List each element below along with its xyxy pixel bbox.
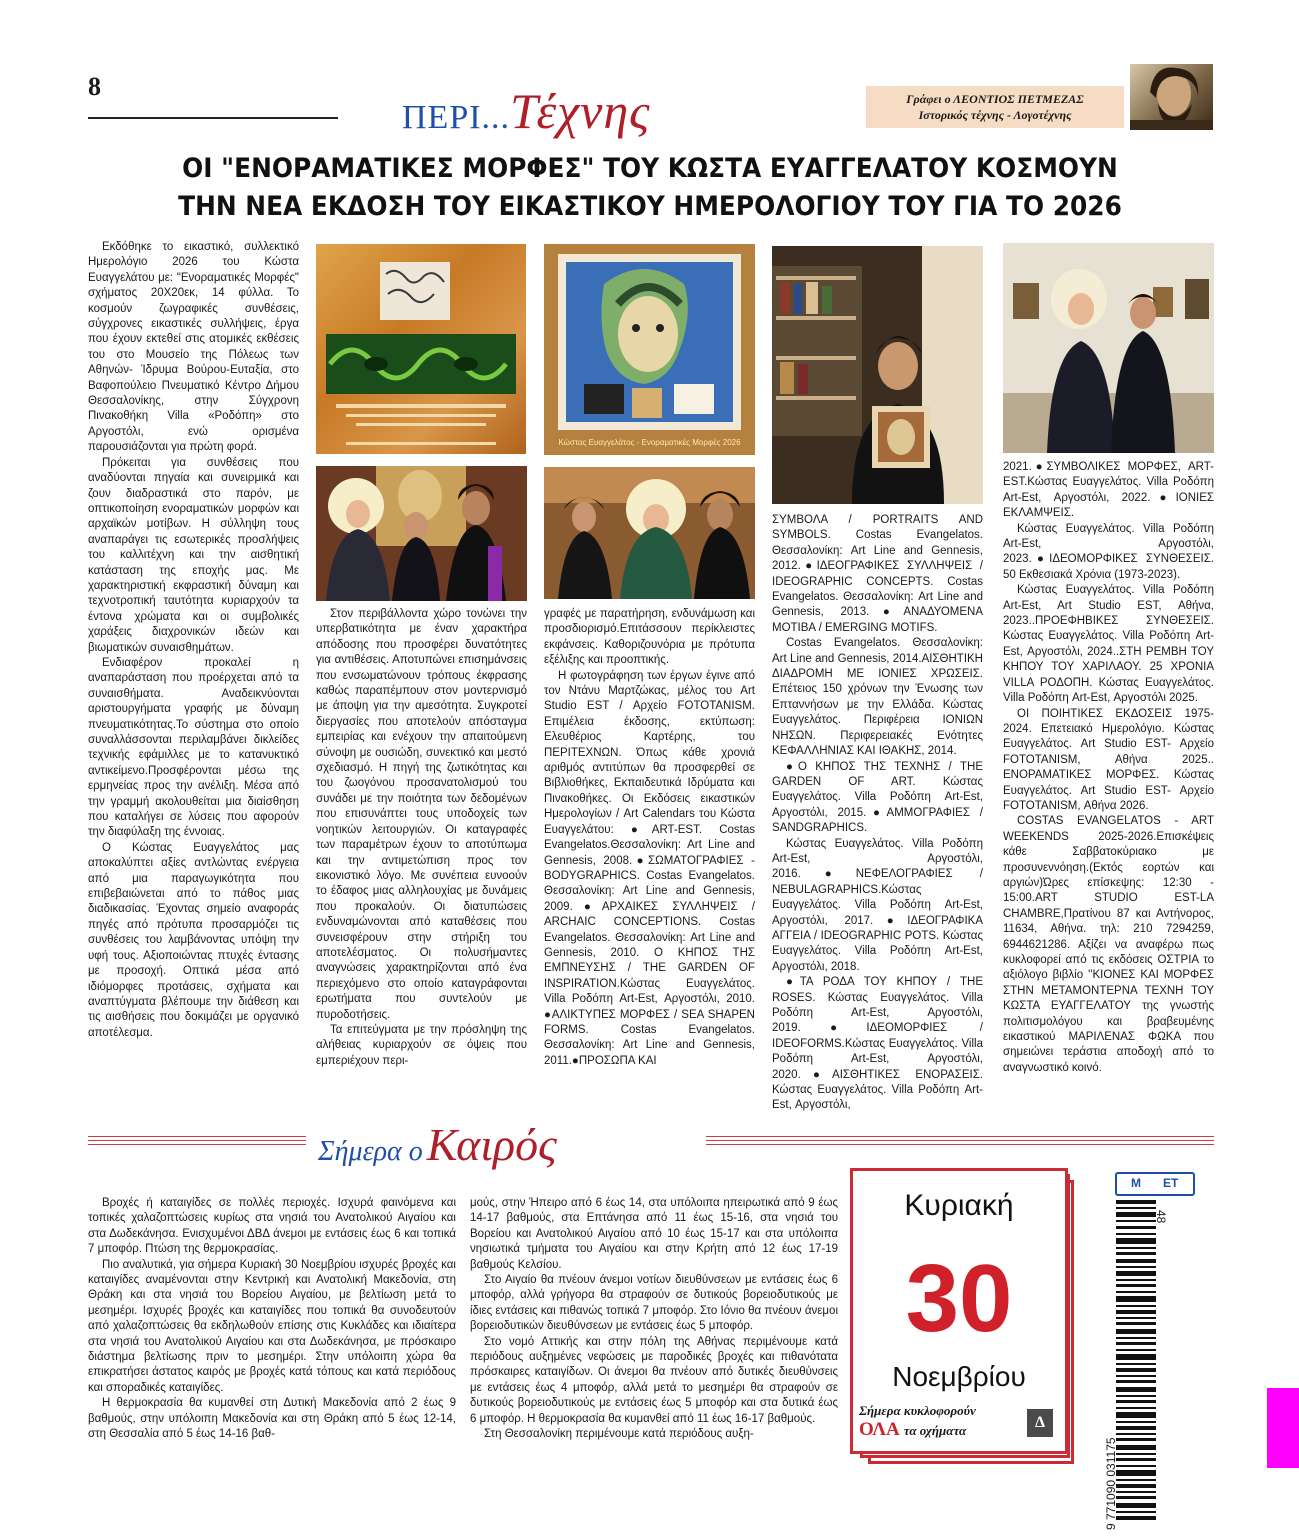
weather-logo-title: Καιρός [426, 1119, 557, 1170]
section-title: Τέχνης [510, 83, 651, 139]
met-logo [1115, 1172, 1195, 1196]
weather-paragraph: Πιο αναλυτικά, για σήμερα Κυριακή 30 Νοεμβρίου ισχυρές βροχές και καταιγίδες αναμένονται στην Κεντρική και Ανατολική Μακεδονία, στη Θράκη και στα νησιά του Βορείου Αιγαίου, με βελτίωση μετά το μεσημέρι. Ισχυρές βροχές και καταιγίδες που τοπικά θα συνοδευτούν από χαλαζοπτώσεις θα εκδηλωθούν επίσης στις Κυκλάδες και ιδιαίτερα στα νησιά του Ανατολικού Αιγαίου και στα Δωδεκάνησα, με πρόσκαιρο διάστημα βελτίωσης πριν το μεσημέρι. Στην υπόλοιπη χώρα θα επικρατήσει άστατος καιρός με βροχές κατά τόπους και κατά περιόδους και σποραδικές καταιγίδες. [88, 1258, 456, 1394]
byline-role: Ιστορικός τέχνης - Λογοτέχνης [918, 108, 1072, 122]
weather-paragraph: Βροχές ή καταιγίδες σε πολλές περιοχές. Ισχυρά φαινόμενα και τοπικές χαλαζοπτώσεις κυρίως στα νησιά του Ανατολικού Αιγαίου και στα Δωδεκάνησα. Ενισχυμένοι ΔΒΔ άνεμοι με εντάσεις έως 6 και τοπικά 7 μποφόρ. Πτώση της θερμοκρασίας. [88, 1197, 456, 1256]
date-calendar [850, 1168, 1068, 1454]
traffic-banner-rest: τα οχήματα [903, 1423, 967, 1438]
weather-divider-left [88, 1136, 306, 1148]
article-paragraph: Κώστας Ευαγγελάτος. Villa Ροδόπη Art-Est, Αργοστόλι, 2016.●ΝΕΦΕΛΟΓΡΑΦΙΕΣ / NEBULAGRAPHICS.Κώστας Ευαγγελάτος. Villa Ροδόπη Art-Est, Αργοστόλι, 2017.●ΙΔΕΟΓΡΑΦΙΚΑ ΑΓΓΕΙΑ / IDEOGRAPHIC POTS. Κώστας Ευαγγελάτος. Villa Ροδόπη Art-Est, Αργοστόλι, 2018. [772, 837, 983, 973]
article-column-3 [544, 607, 755, 1069]
article-paragraph: COSTAS EVANGELATOS - ART WEEKENDS 2025-2026.Επισκέψεις κάθε Σαββατοκύριακο με προσυνεννόηση.(Εκτός εορτών και αργιών)Ώρες επίσκεψης: 12:30 - 15:00.ART STUDIO EST-LA CHAMBRE,Πρατίνου 87 και Αντήνορος, 11634, Αθήνα. τηλ: 210 7294259, 6944621286. Αξίζει να αναφέρω πως κυκλοφορεί από τις εκδόσεις ΟΣΤΡΙΑ το αξιόλογο βιβλίο ''ΚΙΟΝΕΣ ΚΑΙ ΜΟΡΦΕΣ ΣΤΗΝ ΜΕΤΑΜΟΝΤΕΡΝΑ ΤΕΧΝΗ ΤΟΥ ΚΩΣΤΑ ΕΥΑΓΓΕΛΑΤΟΥ της γνωστής πολιτισμολόγου και βραβευμένης εικαστικού ΜΑΡΙΛΕΝΑΣ ΦΩΚΑ που σημειώνει τεράστια αποδοχή από το αναγνωστικό κοινό. [1003, 815, 1214, 1074]
calendar-caption: Κώστας Ευαγγελάτος - Ενοραματικές Μορφές 2026 [558, 438, 741, 447]
weather-paragraph: Στο νομό Αττικής και στην πόλη της Αθήνας περιμένουμε κατά περιόδους αυξημένες νεφώσεις με παροδικές βροχές και πιθανότατα πρόσκαιρες καταιγίδων. Οι άνεμοι θα πνέουν από δυτικές διευθύνσεις με εντάσεις έως 4 μποφόρ, αλλά μετά το μεσημέρι θα στραφούν σε δυτικούς βορειοδυτικούς με εντάσεις έως 5 μποφόρ και στα δυτικά έως 6 μποφόρ. Η θερμοκρασία θα κυμανθεί από 11 έως 16-17 βαθμούς. [470, 1335, 838, 1425]
traffic-banner-big: ΟΛΑ [859, 1419, 900, 1440]
article-column-1 [88, 240, 299, 1041]
weather-paragraph: μούς, στην Ήπειρο από 6 έως 14, στα υπόλοιπα ηπειρωτικά από 9 έως 14-17 βαθμούς, στα Επτάνησα από 11 έως 15-16, στα νησιά του Βορείου και Ανατολικού Αιγαίου από 10 έως 15-17 και στα υπόλοιπα νησιωτικά τμήματα του Αιγαίου και στην Κρήτη από 12 έως 17-19 βαθμούς Κελσίου. [470, 1197, 838, 1271]
article-paragraph: Costas Evangelatos. Θεσσαλονίκη: Art Line and Gennesis, 2014.ΑΙΣΘΗΤΙΚΗ ΔΙΑΔΡΟΜΗ ΜΕ ΙΟΝΙΕΣ ΧΡΩΣΕΙΣ. Επέτειος 150 χρόνων την Ένωσης των Επταννήσων με την Ελλάδα. Κώστας Ευαγγελάτος. Περιφέρεια ΙΟΝΙΩΝ ΝΗΣΩΝ. Περιφερειακές Ενότητες ΚΕΦΑΛΛΗΝΙΑΣ ΚΑΙ ΙΘΑΚΗΣ, 2014. [772, 637, 983, 758]
header-rule [88, 117, 338, 119]
article-paragraph: ΣΥΜΒΟΛΑ / PORTRAITS AND SYMBOLS. Costas Evangelatos. Θεσσαλονίκη: Art Line and Gennesis, 2012.●ΙΔΕΟΓΡΑΦΙΚΕΣ ΣΥΛΛΗΨΕΙΣ / IDEOGRAPHIC CONCEPTS. Costas Evangelatos. Θεσσαλονίκη: Art Line and Gennesis, 2013.●ΑΝΑΔΥΟΜΕΝΑ ΜΟΤΙΒΑ / EMERGING MOTIFS. [772, 514, 983, 634]
weather-column-2 [470, 1196, 838, 1443]
traffic-banner [859, 1403, 1059, 1445]
article-column-5 [1003, 460, 1214, 1076]
article-paragraph: ●Ο ΚΗΠΟΣ ΤΗΣ ΤΕΧΝΗΣ / THE GARDEN OF ART. Κώστας Ευαγγελάτος. Villa Ροδόπη Art-Est, Αργοστόλι, 2015.●ΑΜΜΟΓΡΑΦΙΕΣ / SANDGRAPHICS. [772, 760, 983, 835]
article-paragraph: Πρόκειται για συνθέσεις που αναδύονται πηγαία και συνειρμικά και ζουν διαδραστικά στο παρόν, με οπτικοποίηση ενοραματικών μορφών και αρχαϊκών μοτίβων. Η σύλληψη τους αναπαράγει τις εσωτερικές προσλήψεις του καλλιτέχνη και την αισθητική κατάσταση της εποχής μας. Με χαρακτηριστική εκφραστική δύναμη και τεχνοτροπική ταυτότητα κυριαρχούν τα έντονα χρώματα και οι συμβολικές χαράξεις διαχρονικών ιδεών και βιωματικών συναισθημάτων. [88, 456, 299, 654]
met-logo-left: Μ [1131, 1176, 1141, 1190]
weather-logo-prefix: Σήμερα ο [318, 1136, 423, 1167]
calendar-day-name: Κυριακή [904, 1189, 1014, 1222]
article-paragraph: Ο Κώστας Ευαγγελάτος μας αποκαλύπτει αξίες αντλώντας ενέργεια από μια παραγωγικότητα που επιβεβαιώνεται από το πάθος μιας διαδικασίας. Έχοντας σημείο αναφοράς πηγές από πρότυπα προσαρμόζει τις συνθέσεις του λαμβάνοντας υπόψη την υφή τους. Αξιοποιώντας πτυχές έντασης με προσοχή. Οπτικά μέσα από ιδιόμορφες προτάσεις, σχήματα και αναπτύγματα βλέπουμε την διάθεση και τις αισθήσεις που δοκιμάζει με οργανικό αποτέλεσμα. [88, 841, 299, 1039]
headline-line-2: ΤΗΝ ΝΕΑ ΕΚΔΟΣΗ ΤΟΥ ΕΙΚΑΣΤΙΚΟΥ ΗΜΕΡΟΛΟΓΙΟΥ ΤΟΥ ΓΙΑ ΤΟ 2026 [178, 191, 1122, 222]
author-byline [866, 86, 1124, 128]
calendar-painting-photo [544, 244, 755, 455]
barcode-issue: 48 [1154, 1210, 1168, 1224]
author-photo [1130, 64, 1213, 130]
weather-logo [318, 1118, 557, 1171]
article-headline [107, 150, 1193, 226]
calendar-day-number: 30 [905, 1245, 1013, 1352]
print-color-mark [1267, 1388, 1299, 1468]
article-paragraph: Στον περιβάλλοντα χώρο τονώνει την υπερβατικότητα με έναν χαρακτήρα απόδοσης που προσφέρει δυνατότητες για αντιθέσεις. Αποτυπώνει επισημάνσεις που ενσωματώνουν τρόπους έκφρασης καθώς παραπέμπουν στον μοντερνισμό με άποψη για την αμεσότητα. Συγκροτεί διεργασίες που αποτελούν απόσταγμα εμπειρίας και ενέχουν την απαιτούμενη σύνοψη με ουσιώδη, συνεκτικό και μεστό σχεδιασμό. Η πηγή της ζωτικότητας και του ζωογόνου προσανατολισμού του συνάδει με την ποιότητα των δεδομένων που επισυνάπτει τους υποδοχείς των νοητικών λειτουργιών. Οι καταγραφές των παραμέτρων έχουν το αποτύπωμα και την αντιμετώπιση προς τον εικονιστικό λόγο. Με συνέπεια ευνοούν το έδαφος μιας αλληλουχίας με δυνάμεις που προκαλούν. Οι διατυπώσεις ενδυναμώνονται από καταθέσεις που συνεισφέρουν στην στήριξη του αποτελέσματος. Οι πολυσήμαντες αναγνώσεις χαρακτηρίζονται από ένα περιεχόμενο στο οποίο καταγράφονται ερωτήματα που συντελούν με πυροδοτήσεις. [316, 608, 527, 1021]
article-paragraph: γραφές με παρατήρηση, ενδυνάμωση και προσδιορισμό.Επιτάσσουν περίκλειστες εκφάνσεις. Καθοριζουνόρια με πρότυπα εξέλιξης και προοπτικής. [544, 608, 755, 667]
weather-divider-right [706, 1136, 1214, 1148]
section-logo [402, 82, 650, 140]
page-number: 8 [88, 72, 101, 101]
calendar-month: Νοεμβρίου [892, 1361, 1026, 1392]
group-photo-gallery [544, 467, 755, 599]
barcode [1116, 1200, 1162, 1530]
byline-author: Γράφει ο ΛΕΟΝΤΙΟΣ ΠΕΤΜΕΖΑΣ [906, 92, 1084, 106]
group-photo-icon-painting [316, 466, 527, 601]
article-paragraph: Κώστας Ευαγγελάτος. Villa Ροδόπη Art-Est, Αργοστόλι, 2023.●ΙΔΕΟΜΟΡΦΙΚΕΣ ΣΥΝΘΕΣΕΙΣ. 50 Εκθεσιακά Χρόνια (1973-2023). [1003, 522, 1214, 581]
article-column-4 [772, 513, 983, 1114]
article-paragraph: Η φωτογράφηση των έργων έγινε από τον Ντάνυ Μαρτζώκας, μέλος του Art Studio EST / Αρχείο FOTOTANISM. Επιμέλεια έκδοσης, εκτύπωση: Ελευθέριος Καρτέρης, του ΠΕΡΙΤΕΧΝΩΝ. Όπως κάθε χρονιά αριθμός αντιτύπων θα προσφερθεί σε Βιβλιοθήκες, Εκπαιδευτικά Ιδρύματα και Πινακοθήκες. Οι Εκδόσεις εικαστικών Ημερολογίων / Art Calendars του Κώστα Ευαγγελάτου: ●ART-EST. Costas Evangelatos.Θεσσαλονίκη: Art Line and Gennesis, 2008.●ΣΩΜΑΤΟΓΡΑΦΙΕΣ - BODYGRAPHICS. Costas Evangelatos. Θεσσαλονίκη: Art Line and Gennesis, 2009.●ΑΡΧΑΙΚΕΣ ΣΥΛΛΗΨΕΙΣ / ARCHAIC CONCEPTIONS. Costas Evangelatos. Θεσσαλονίκη: Art Line and Gennesis, 2010. Ο ΚΗΠΟΣ ΤΗΣ ΕΜΠΝΕΥΣΗΣ / THE GARDEN OF INSPIRATION.Κώστας Ευαγγελάτος. Villa Ροδόπη Art-Est, Αργοστόλι, 2010. ●ΑΛΙΚΤΥΠΕΣ ΜΟΡΦΕΣ / SEA SHAPEN FORMS. Costas Evangelatos. Θεσσαλονίκη: Art Line and Gennesis, 2011.●ΠΡΟΣΩΠΑ ΚΑΙ [544, 669, 755, 1067]
article-paragraph: 2021.●ΣΥΜΒΟΛΙΚΕΣ ΜΟΡΦΕΣ, ART-EST.Κώστας Ευαγγελάτος. Villa Ροδόπη Art-Est, Αργοστόλι, 2022.●ΙΟΝΙΕΣ ΕΚΛΑΜΨΕΙΣ. [1003, 461, 1214, 520]
headline-line-1: ΟΙ "ΕΝΟΡΑΜΑΤΙΚΕΣ ΜΟΡΦΕΣ" ΤΟΥ ΚΩΣΤΑ ΕΥΑΓΓΕΛΑΤΟΥ ΚΟΣΜΟΥΝ [182, 153, 1118, 184]
weather-paragraph: Η θερμοκρασία θα κυμανθεί στη Δυτική Μακεδονία από 2 έως 9 βαθμούς, στην υπόλοιπη Μακεδονία και στη Θράκη από 5 έως 12-14, στη Θεσσαλία από 5 έως 14-16 βαθ- [88, 1397, 456, 1441]
barcode-digits: 9 771090 031175 [1104, 1437, 1118, 1530]
article-paragraph: Τα επιτεύγματα με την πρόσληψη της αλήθειας κυριαρχούν σε όψεις που εμπεριέχουν περι- [316, 1023, 527, 1067]
traffic-banner-line1: Σήμερα κυκλοφορούν [859, 1403, 976, 1418]
weather-paragraph: Στη Θεσσαλονίκη περιμένουμε κατά περιόδους αυξη- [484, 1428, 754, 1441]
article-paragraph: ΟΙ ΠΟΙΗΤΙΚΕΣ ΕΚΔΟΣΕΙΣ 1975-2024. Επετειακό Ημερολόγιο. Κώστας Ευαγγελάτος. Art Studio EST- Αρχείο FOTOTANISM, Αθήνα 2025.. ΕΝΟΡΑΜΑΤΙΚΕΣ ΜΟΡΦΕΣ. Κώστας Ευαγγελάτος. Art Studio EST- Αρχείο FOTOTANISM, Αθήνα 2026. [1003, 707, 1214, 812]
met-logo-right: ΕΤ [1163, 1176, 1179, 1190]
article-paragraph: ●ΤΑ ΡΟΔΑ ΤΟΥ ΚΗΠΟΥ / THE ROSES. Κώστας Ευαγγελάτος. Villa Ροδόπη Art-Est, Αργοστόλι, 2019.●ΙΔΕΟΜΟΡΦΙΕΣ / IDEOFORMS.Κώστας Ευαγγελάτος. Villa Ροδόπη Art-Est, Αργοστόλι, 2020.●ΑΙΣΘΗΤΙΚΕΣ ΕΝΟΡΑΣΕΙΣ. Κώστας Ευαγγελάτος. Villa Ροδόπη Art-Est, Αργοστόλι, [772, 976, 983, 1112]
weather-paragraph: Στο Αιγαίο θα πνέουν άνεμοι νοτίων διευθύνσεων με εντάσεις έως 6 μποφόρ, αλλά γρήγορα θα στραφούν σε δυτικούς βορειοδυτικούς με ίδιες εντάσεις και πιθανώς τοπικά 7 μποφόρ. Στο Ιόνιο θα πνέουν άνεμοι βορειοδυτικών διευθύνσεων με εντάσεις έως 5 μποφόρ. [470, 1274, 838, 1333]
couple-gallery-photo [1003, 243, 1214, 453]
article-paragraph: Κώστας Ευαγγελάτος. Villa Ροδόπη Art-Est, Art Studio EST, Αθήνα, 2023..ΠΡΟΕΦΗΒΙΚΕΣ ΣΥΝΘΕΣΕΙΣ. Κώστας Ευαγγελάτος. Villa Ροδόπη Art-Est, Αργοστόλι, 2024..ΣΤΗ ΡΕΜΒΗ ΤΟΥ ΚΗΠΟΥ ΤΟΥ ΧΑΡΙΛΑΟΥ. 25 ΧΡΟΝΙΑ VILLA ΡΟΔΟΠΗ. Κώστας Ευαγγελάτος. Villa Ροδόπη Art-Est, Αργοστόλι 2025. [1003, 584, 1214, 705]
weather-column-1 [88, 1196, 456, 1443]
traffic-logo: Δ [1027, 1409, 1053, 1437]
article-paragraph: Ενδιαφέρον προκαλεί η αναπαράσταση που προέρχεται από τα συναισθήματα. Αναδεικνύονται αριστουργήματα γραφής με δύναμη πνευματικότητας.Το σύστημα στο οποίο συναλλάσσονται περιλαμβάνει δικλείδες τεχνικής εφάμιλλες με το κατανυκτικό αντικείμενο.Προσφέρονται μέσω της ερμηνείας προς την ανέλιξη. Μέσα από την γραμμή ακολουθείται μια διαίσθηση που καταλήγει σε λύσεις που αφορούν την διαφύλαξη της έννοιας. [88, 656, 299, 839]
article-column-2 [316, 607, 527, 1069]
artist-with-artwork-photo [772, 246, 983, 504]
section-prefix: ΠΕΡΙ... [402, 99, 511, 136]
calendar-cover-photo [316, 244, 526, 454]
article-paragraph: Εκδόθηκε το εικαστικό, συλλεκτικό Ημερολόγιο 2026 του Κώστα Ευαγγελάτου με: "Ενοραματικές Μορφές" σχήματος 20Χ20εκ, 14 φύλλα. Το κοσμούν ζωγραφικές συνθέσεις, σύγχρονες εικαστικές συλλήψεις, έργα που έχουν εκτεθεί στις ατομικές εκθέσεις του στο Μουσείο της Πόλεως των Αθηνών- Ίδρυμα Βούρου-Ευταξία, στο Βαφοπούλειο Πνευματικό Κέντρο Δήμου Θεσσαλονίκης, στην Σύγχρονη Πινακοθήκη Villa «Ροδόπη» στο Αργοστόλι, ενώ ορισμένα παρουσιάζονται για πρώτη φορά. [88, 241, 299, 454]
